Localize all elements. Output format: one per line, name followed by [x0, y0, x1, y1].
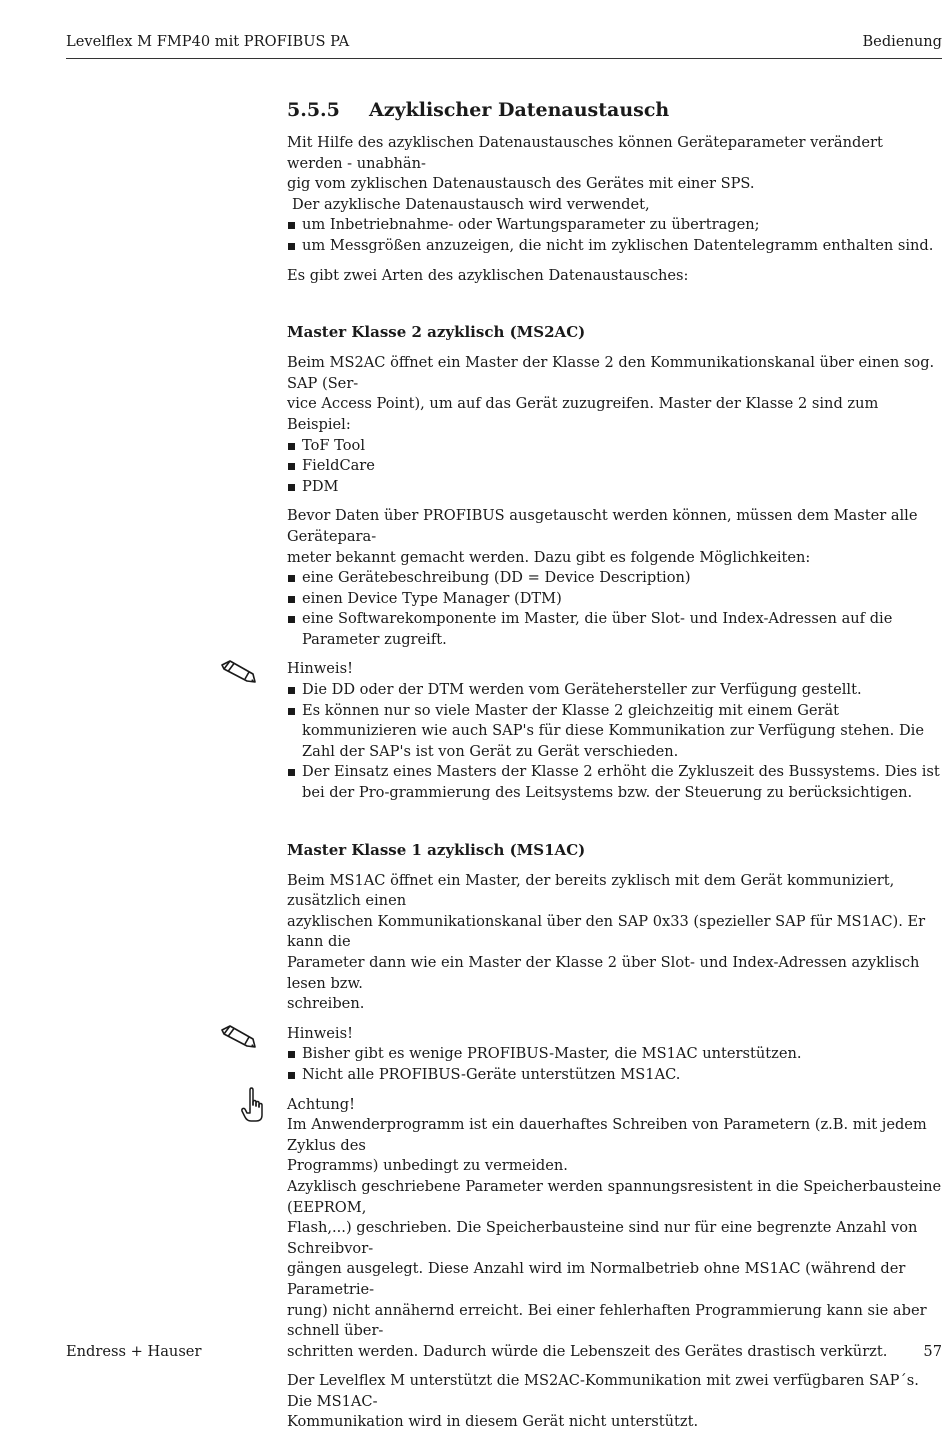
caution-line: Programms) unbedingt zu vermeiden.: [287, 1157, 568, 1175]
ms1ac-paragraph: [287, 871, 942, 1015]
pencil-icon: [219, 659, 259, 685]
list-item: um Messgrößen anzuzeigen, die nicht im zyklischen Datentelegramm enthalten sind.: [287, 236, 942, 257]
paragraph-line: Beim MS2AC öffnet ein Master der Klasse 2 den Kommunikationskanal über einen sog. SAP (Ser-: [287, 354, 935, 392]
list-item: Es können nur so viele Master der Klasse 2 gleichzeitig mit einem Gerät kommunizieren wie auch SAP's für diese Kommunikation zur Verfügung stehen. Die Zahl der SAP's ist von Gerät zu Gerät verschieden.: [287, 701, 942, 763]
paragraph-line: Bevor Daten über PROFIBUS ausgetauscht werden können, müssen dem Master alle Gerätepara-: [287, 507, 918, 545]
list-item: eine Softwarekomponente im Master, die über Slot- und Index-Adressen auf die Parameter zugreift.: [287, 609, 942, 650]
list-item: eine Gerätebeschreibung (DD = Device Description): [287, 568, 942, 589]
caution-title: Achtung!: [287, 1095, 355, 1113]
paragraph-line: azyklischen Kommunikationskanal über den SAP 0x33 (spezieller SAP für MS1AC). Er kann die: [287, 912, 926, 951]
note-list: [287, 680, 942, 804]
intro-paragraph: [287, 133, 942, 257]
caution-line: Azyklisch geschriebene Parameter werden spannungsresistent in die Speicherbausteine (EEPROM,: [287, 1177, 942, 1216]
paragraph-line: Beim MS1AC öffnet ein Master, der bereits zyklisch mit dem Gerät kommuniziert, zusätzlich einen: [287, 871, 895, 910]
note-title: Hinweis!: [287, 1024, 353, 1042]
pencil-icon: [219, 1024, 259, 1050]
pointing-hand-icon: [241, 1087, 263, 1123]
caution-line: schritten werden. Dadurch würde die Lebenszeit des Gerätes drastisch verkürzt.: [287, 1342, 888, 1360]
ms2ac-paragraph-2: [287, 506, 942, 650]
options-list: [287, 568, 942, 650]
ms2ac-note: [287, 659, 942, 803]
tools-list: [287, 436, 942, 498]
page-number: 57: [923, 1343, 942, 1360]
header-document-title: Levelflex M FMP40 mit PROFIBUS PA: [66, 33, 350, 50]
list-item: Die DD oder der DTM werden vom Gerätehersteller zur Verfügung gestellt.: [287, 680, 942, 701]
ms1ac-note: [287, 1024, 942, 1086]
intro-line: Mit Hilfe des azyklischen Datenaustausches können Geräteparameter verändert werden - unabhän-: [287, 134, 883, 172]
caution-line: rung) nicht annähernd erreicht. Bei einer fehlerhaften Programmierung kann sie aber schnell über-: [287, 1301, 927, 1340]
ms2ac-paragraph-1: [287, 353, 942, 497]
caution-line: Im Anwenderprogramm ist ein dauerhaftes Schreiben von Parametern (z.B. mit jedem Zyklus des: [287, 1116, 927, 1154]
ms1ac-heading: Master Klasse 1 azyklisch (MS1AC): [287, 840, 586, 859]
note-title: Hinweis!: [287, 660, 353, 678]
page-footer: [66, 1342, 942, 1363]
paragraph-line: Der Levelflex M unterstützt die MS2AC-Kommunikation mit zwei verfügbaren SAP´s. Die MS1AC-: [287, 1372, 919, 1410]
ms1ac-caution: [287, 1095, 942, 1363]
section-number: 5.5.5: [287, 99, 340, 121]
paragraph-line: meter bekannt gemacht werden. Dazu gibt es folgende Möglichkeiten:: [287, 548, 811, 566]
list-item: ToF Tool: [287, 436, 942, 457]
ms2ac-heading: Master Klasse 2 azyklisch (MS2AC): [287, 323, 586, 342]
list-item: Nicht alle PROFIBUS-Geräte unterstützen MS1AC.: [287, 1065, 942, 1086]
list-item: FieldCare: [287, 456, 942, 477]
summary-paragraph: [287, 1371, 942, 1433]
list-item: PDM: [287, 477, 942, 498]
caution-line: Flash,...) geschrieben. Die Speicherbausteine sind nur für eine begrenzte Anzahl von Schreibvor-: [287, 1219, 918, 1257]
page-header: [66, 32, 942, 59]
section-title: Azyklischer Datenaustausch: [369, 99, 670, 121]
paragraph-line: vice Access Point), um auf das Gerät zuzugreifen. Master der Klasse 2 sind zum Beispiel:: [287, 395, 879, 433]
note-list: [287, 1044, 942, 1085]
paragraph-line: Kommunikation wird in diesem Gerät nicht unterstützt.: [287, 1413, 699, 1431]
list-item: um Inbetriebnahme- oder Wartungsparameter zu übertragen;: [287, 215, 942, 236]
intro-line: gig vom zyklischen Datenaustausch des Gerätes mit einer SPS.: [287, 175, 755, 193]
header-chapter: Bedienung: [862, 33, 942, 50]
list-item: einen Device Type Manager (DTM): [287, 589, 942, 610]
types-paragraph: Es gibt zwei Arten des azyklischen Datenaustausches:: [287, 266, 689, 284]
footer-company: Endress + Hauser: [66, 1343, 202, 1360]
list-item: Bisher gibt es wenige PROFIBUS-Master, die MS1AC unterstützen.: [287, 1044, 942, 1065]
section-heading: [287, 97, 942, 123]
intro-bullet-list: [287, 215, 942, 256]
intro-line: Der azyklische Datenaustausch wird verwendet,: [292, 195, 650, 213]
paragraph-line: Parameter dann wie ein Master der Klasse 2 über Slot- und Index-Adressen azyklisch lesen bzw.: [287, 954, 920, 992]
page-content: [287, 97, 942, 1442]
paragraph-line: schreiben.: [287, 995, 365, 1013]
list-item: Der Einsatz eines Masters der Klasse 2 erhöht die Zykluszeit des Bussystems. Dies ist bei der Pro-grammierung des Leitsystems bzw. der Steuerung zu berücksichtigen.: [287, 762, 942, 803]
caution-line: gängen ausgelegt. Diese Anzahl wird im Normalbetrieb ohne MS1AC (während der Parametrie-: [287, 1260, 906, 1298]
